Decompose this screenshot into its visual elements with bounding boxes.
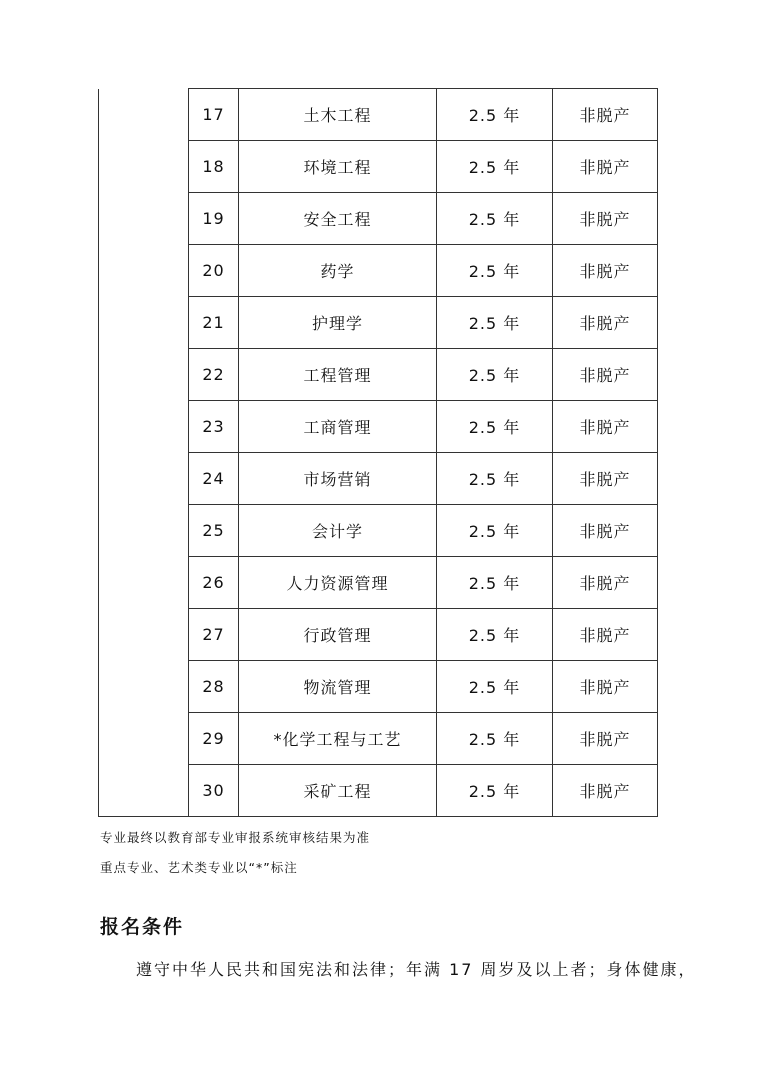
study-mode-cell: 非脱产 xyxy=(553,713,658,765)
category-cell xyxy=(99,453,189,505)
table-row xyxy=(99,661,658,713)
row-number-cell: 25 xyxy=(189,505,239,557)
study-mode-cell: 非脱产 xyxy=(553,609,658,661)
row-number-cell: 17 xyxy=(189,89,239,141)
row-number-cell: 30 xyxy=(189,765,239,817)
row-number-cell: 24 xyxy=(189,453,239,505)
majors-table-container xyxy=(98,88,658,817)
row-number-cell: 20 xyxy=(189,245,239,297)
major-name-cell: 行政管理 xyxy=(239,609,437,661)
section-heading: 报名条件 xyxy=(100,916,185,938)
row-number-cell: 21 xyxy=(189,297,239,349)
major-name-cell: 土木工程 xyxy=(239,89,437,141)
major-name-cell: 人力资源管理 xyxy=(239,557,437,609)
duration-cell: 2.5 年 xyxy=(437,89,553,141)
row-number-cell: 28 xyxy=(189,661,239,713)
table-row xyxy=(99,297,658,349)
study-mode-cell: 非脱产 xyxy=(553,245,658,297)
major-name-cell: 药学 xyxy=(239,245,437,297)
study-mode-cell: 非脱产 xyxy=(553,193,658,245)
table-row xyxy=(99,141,658,193)
category-cell xyxy=(99,141,189,193)
section-paragraph: 遵守中华人民共和国宪法和法律；年满 17 周岁及以上者；身体健康， xyxy=(136,960,697,979)
duration-cell: 2.5 年 xyxy=(437,297,553,349)
major-name-cell: 工商管理 xyxy=(239,401,437,453)
row-number-cell: 22 xyxy=(189,349,239,401)
study-mode-cell: 非脱产 xyxy=(553,453,658,505)
major-name-cell: 采矿工程 xyxy=(239,765,437,817)
category-cell xyxy=(99,713,189,765)
category-cell xyxy=(99,89,189,141)
table-row xyxy=(99,609,658,661)
duration-cell: 2.5 年 xyxy=(437,193,553,245)
table-row xyxy=(99,89,658,141)
category-cell xyxy=(99,193,189,245)
table-row xyxy=(99,349,658,401)
duration-cell: 2.5 年 xyxy=(437,557,553,609)
category-cell xyxy=(99,609,189,661)
category-cell xyxy=(99,297,189,349)
duration-cell: 2.5 年 xyxy=(437,453,553,505)
major-name-cell: 工程管理 xyxy=(239,349,437,401)
category-cell xyxy=(99,349,189,401)
duration-cell: 2.5 年 xyxy=(437,245,553,297)
major-name-cell: 会计学 xyxy=(239,505,437,557)
table-row xyxy=(99,401,658,453)
table-row xyxy=(99,245,658,297)
study-mode-cell: 非脱产 xyxy=(553,401,658,453)
row-number-cell: 23 xyxy=(189,401,239,453)
duration-cell: 2.5 年 xyxy=(437,401,553,453)
category-cell xyxy=(99,245,189,297)
study-mode-cell: 非脱产 xyxy=(553,505,658,557)
duration-cell: 2.5 年 xyxy=(437,765,553,817)
duration-cell: 2.5 年 xyxy=(437,349,553,401)
row-number-cell: 19 xyxy=(189,193,239,245)
study-mode-cell: 非脱产 xyxy=(553,661,658,713)
majors-table xyxy=(98,88,658,817)
table-row xyxy=(99,505,658,557)
duration-cell: 2.5 年 xyxy=(437,713,553,765)
study-mode-cell: 非脱产 xyxy=(553,349,658,401)
category-cell xyxy=(99,401,189,453)
row-number-cell: 29 xyxy=(189,713,239,765)
major-name-cell: *化学工程与工艺 xyxy=(239,713,437,765)
duration-cell: 2.5 年 xyxy=(437,505,553,557)
study-mode-cell: 非脱产 xyxy=(553,297,658,349)
major-name-cell: 安全工程 xyxy=(239,193,437,245)
duration-cell: 2.5 年 xyxy=(437,609,553,661)
duration-cell: 2.5 年 xyxy=(437,661,553,713)
majors-table-body xyxy=(99,89,658,817)
study-mode-cell: 非脱产 xyxy=(553,765,658,817)
note-review-basis: 专业最终以教育部专业审报系统审核结果为准 xyxy=(100,830,371,845)
row-number-cell: 26 xyxy=(189,557,239,609)
major-name-cell: 环境工程 xyxy=(239,141,437,193)
study-mode-cell: 非脱产 xyxy=(553,141,658,193)
major-name-cell: 护理学 xyxy=(239,297,437,349)
table-row xyxy=(99,193,658,245)
category-cell xyxy=(99,557,189,609)
row-number-cell: 27 xyxy=(189,609,239,661)
category-cell xyxy=(99,505,189,557)
table-row xyxy=(99,557,658,609)
table-row xyxy=(99,713,658,765)
category-cell xyxy=(99,765,189,817)
duration-cell: 2.5 年 xyxy=(437,141,553,193)
note-key-majors: 重点专业、艺术类专业以“*”标注 xyxy=(100,860,298,875)
study-mode-cell: 非脱产 xyxy=(553,557,658,609)
table-row xyxy=(99,453,658,505)
row-number-cell: 18 xyxy=(189,141,239,193)
category-cell xyxy=(99,661,189,713)
major-name-cell: 物流管理 xyxy=(239,661,437,713)
major-name-cell: 市场营销 xyxy=(239,453,437,505)
study-mode-cell: 非脱产 xyxy=(553,89,658,141)
table-row xyxy=(99,765,658,817)
